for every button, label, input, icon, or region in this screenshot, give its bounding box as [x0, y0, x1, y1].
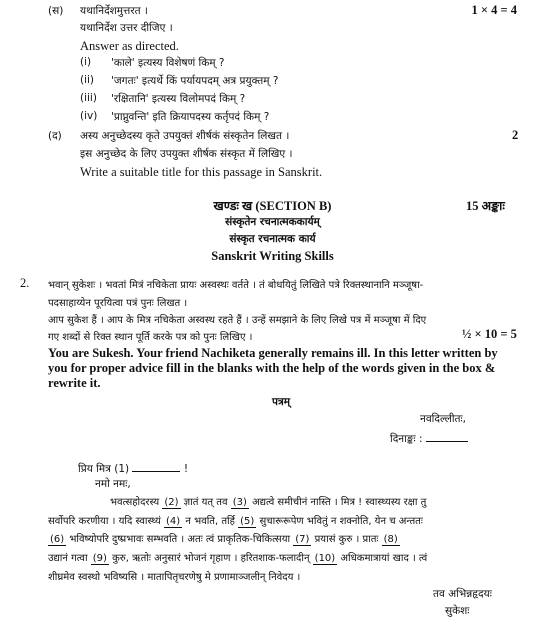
- letter-body-line: [110, 494, 426, 509]
- letter-body-line: [48, 569, 300, 583]
- body-text: सर्वोपरि करणीया । यदि स्वास्थ्यं: [48, 516, 165, 527]
- question-item-number: (iv): [80, 110, 98, 122]
- blank-1: [132, 460, 180, 472]
- section-d-instruction-sanskrit: अस्य अनुच्छेदस्य कृते उपयुक्तं शीर्षकं संस्कृतेन लिखत ।: [80, 130, 290, 142]
- blank-5: (5): [240, 516, 255, 527]
- salutation-text: प्रिय मित्र (1): [78, 463, 130, 475]
- letter-signature: सुकेशः: [445, 605, 470, 617]
- section-s-instruction-hindi: यथानिर्देश उत्तर दीजिए ।: [80, 22, 173, 34]
- blank-7: (7): [295, 534, 310, 545]
- body-text: अधिकमात्रायां खाद । त्वं: [337, 553, 428, 564]
- letter-heading: पत्रम्: [272, 396, 291, 408]
- letter-body-line: [48, 531, 400, 546]
- blank-2: (2): [164, 497, 179, 508]
- section-b-subtitle-hindi: संस्कृत रचनात्मक कार्य: [229, 233, 316, 245]
- question-hindi-line: आप सुकेश हैं । आप के मित्र नचिकेता अस्वस्थ रहते हैं । उन्हें समझाने के लिए लिखे पत्र में मञ्जूषा में दिए: [48, 315, 427, 326]
- blank-9: (9): [92, 553, 107, 564]
- blank-3: (3): [232, 497, 247, 508]
- section-d-instruction-hindi: इस अनुच्छेद के लिए उपयुक्त शीर्षक संस्कृत में लिखिए ।: [80, 148, 293, 160]
- letter-place: नवदिल्लीतः,: [420, 413, 466, 425]
- body-text: सुचारूरूपेण भवितुं न शक्नोति, येन च अन्ततः: [256, 516, 423, 527]
- section-s-label: (स): [48, 5, 64, 17]
- question-item-text: 'जगतः' इत्यर्थे किं पर्यायपदम् अत्र प्रयुक्तम् ?: [111, 75, 279, 87]
- body-text: उद्यानं गत्वा: [48, 553, 91, 564]
- body-text: कुरु, ऋतोः अनुसारं भोजनं गृहाण । हरितशाक-फलादीन्: [108, 553, 313, 564]
- body-text: भविष्योपरि दुष्प्रभावः सम्भवति । अतः त्वं प्राकृतिक-चिकित्सया: [66, 534, 294, 545]
- blank-6: (6): [50, 534, 65, 545]
- letter-body-line: [48, 513, 423, 528]
- question-sanskrit-line: भवान् सुकेशः । भवतां मित्रं नचिकेता प्रायः अस्वस्थः वर्तते । तं बोधयितुं लिखिते पत्रे रिक्तस्थानानि मञ्जूषा-: [48, 280, 424, 291]
- question-item-number: (i): [80, 56, 92, 68]
- question-english-line: you for proper advice fill in the blanks with the help of the words given in the box &: [48, 361, 496, 375]
- question-item-text: 'रक्षितानि' इत्यस्य विलोमपदं किम् ?: [111, 93, 246, 105]
- question-number: 2.: [20, 276, 30, 290]
- body-text: प्रयासं कुरु । प्रातः: [311, 534, 382, 545]
- salutation-exclaim: !: [183, 463, 189, 475]
- blank-8: (8): [383, 534, 398, 545]
- section-b-title: खण्डः ख (SECTION B): [213, 199, 332, 213]
- question-item-text: 'प्राप्नुवन्ति' इति क्रियापदस्य कर्तृपदं किम् ?: [111, 111, 270, 123]
- blank-10: (10): [314, 553, 336, 564]
- section-b-subtitle-english: Sanskrit Writing Skills: [211, 249, 334, 263]
- question-item-number: (iii): [80, 92, 97, 104]
- section-s-instruction-english: Answer as directed.: [80, 39, 179, 53]
- section-d-label: (द): [48, 130, 62, 142]
- question-english-line: rewrite it.: [48, 376, 101, 390]
- question-marks: ½ × 10 = 5: [462, 327, 517, 341]
- body-text: ज्ञातं यत् तव: [180, 497, 231, 508]
- question-english-line: You are Sukesh. Your friend Nachiketa generally remains ill. In this letter written by: [48, 346, 498, 360]
- section-b-marks: 15 अङ्काः: [466, 199, 505, 213]
- question-hindi-line: गए शब्दों से रिक्त स्थान पूर्ति करके पत्र को पुनः लिखिए ।: [48, 332, 253, 343]
- body-text: शीघ्रमेव स्वस्थो भविष्यसि । मातापितृचरणेषु मे प्रणामाञ्जलीन् निवेदय ।: [48, 572, 301, 583]
- section-b-subtitle-sanskrit: संस्कृतेन रचनात्मककार्यम्: [225, 216, 320, 228]
- question-item-text: 'काले' इत्यस्य विशेषणं किम् ?: [111, 57, 225, 69]
- question-sanskrit-line: पदसाहाय्येन पूरयित्वा पत्रं पुनः लिखत ।: [48, 298, 188, 309]
- letter-salutation: [78, 460, 188, 476]
- body-text: भवत्सहोदरस्य: [110, 497, 163, 508]
- section-s-instruction-sanskrit: यथानिर्देशमुत्तरत ।: [80, 5, 148, 17]
- letter-date: [390, 430, 468, 446]
- letter-closing: तव अभिन्नहृदयः: [433, 588, 492, 600]
- letter-body-line: [48, 550, 427, 565]
- date-blank: [426, 430, 468, 442]
- body-text: न भवति, तर्हि: [182, 516, 239, 527]
- question-item-number: (ii): [80, 74, 95, 86]
- section-d-marks: 2: [512, 128, 519, 142]
- section-d-instruction-english: Write a suitable title for this passage in Sanskrit.: [80, 165, 323, 179]
- section-s-marks: 1 × 4 = 4: [471, 3, 517, 17]
- blank-4: (4): [166, 516, 181, 527]
- letter-greeting: नमो नमः,: [95, 478, 131, 490]
- letter-date-label: दिनाङ्कः :: [390, 433, 423, 445]
- body-text: अद्यत्वे समीचीनं नास्ति । मित्र ! स्वास्थ्यस्य रक्षा तु: [248, 497, 427, 508]
